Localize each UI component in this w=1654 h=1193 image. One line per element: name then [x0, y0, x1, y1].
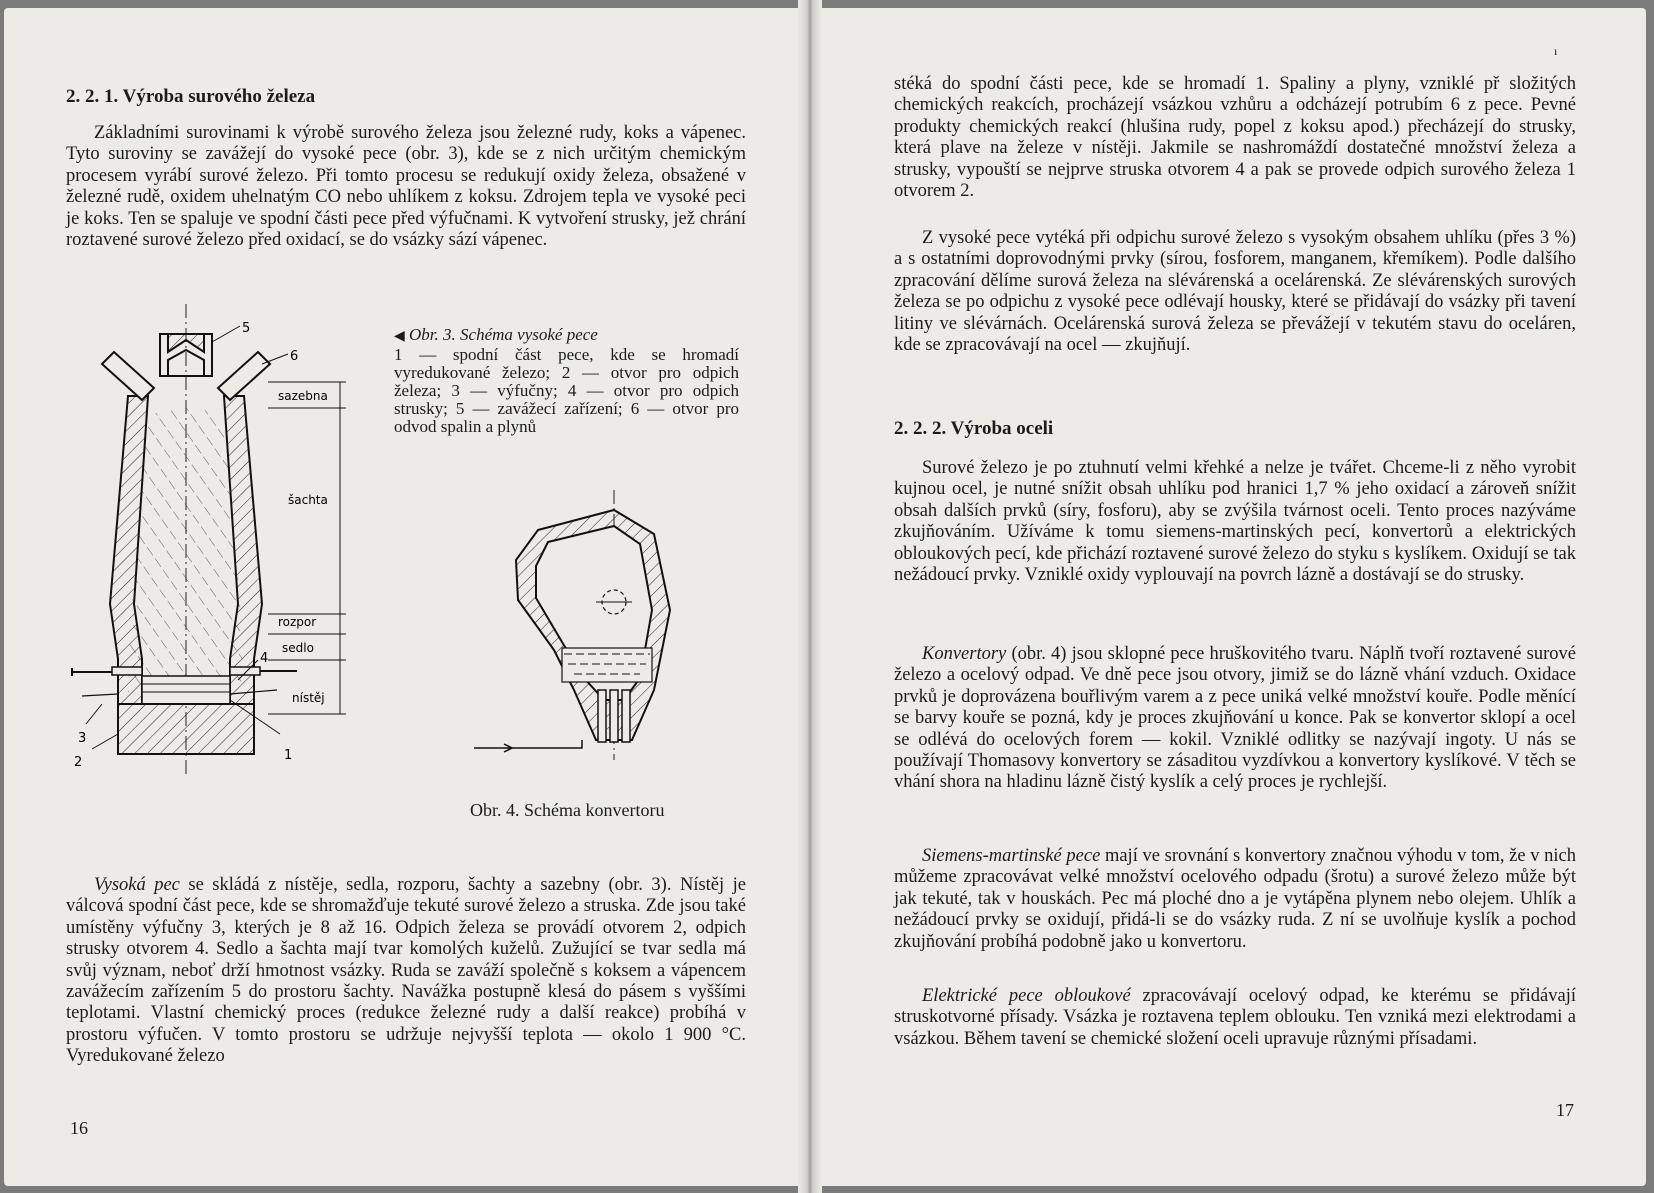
term-elektricke-pece: Elektrické pece obloukové [922, 986, 1131, 1006]
label-number-5: 5 [242, 321, 251, 336]
left-page [4, 8, 810, 1186]
term-siemens-martin: Siemens-martinské pece [922, 846, 1101, 866]
paragraph-electric-arc-text: zpracovávají ocelový odpad, ke kterému se přidávají struskotvorné přísady. Vsázka je roztavena teplem oblouku. Ten vzniká mezi elektrodami a vsázkou. Během tavení se chemické složení oceli upravuje různými přísadami. [894, 986, 1576, 1049]
hearth-bottom [118, 704, 254, 754]
section-heading-2-2-1: 2. 2. 1. Výroba surového železa [66, 86, 316, 107]
paragraph-converters-text: (obr. 4) jsou sklopné pece hruškovitého tvaru. Náplň tvoří roztavené surové železo a ocelový odpad. Ve dně pece jsou otvory, jimiž se do lázně vhání vzduch. Oxidace prvků je doprovázena bouřlivým varem a z pece uniká velké množství kouře. Podle měnící se barvy kouře se pozná, kdy je proces zkujňování u konce. Pak se konvertor sklopí a ocel se odlévá do ocelových forem — kokil. Vzniklé odlitky se nazývají ingoty. U nás se používají Thomasovy konvertory se zásaditou vyzdívkou a konvertory kyslíkové. V těch se vhání shora na hladinu lázně čistý kyslík a celý proces je rychlejší. [894, 644, 1576, 793]
furnace-charge [128, 408, 244, 694]
figure-3-caption: ◀ Obr. 3. Schéma vysoké pece 1 — spodní část pece, kde se hromadí vyredukované železo; 2 — otvor pro odpich železa; 3 — výfučny; 4 — otvor pro odpich strusky; 5 — zavážecí zařízení; 6 — otvor pro odvod spalin a plynů [394, 325, 739, 436]
label-number-4: 4 [260, 651, 269, 666]
paragraph-blast-furnace-text: se skládá z nístěje, sedla, rozporu, šachty a sazebny (obr. 3). Nístěj je válcová spodní část pece, kde se shromažďuje tekuté surové železo a struska. Zde jsou také umístěny výfučny 3, kterých je 8 až 16. Odpich železa se provádí otvorem 2, odpich strusky otvorem 4. Sedlo a šachta mají tvar komolých kuželů. Zužující se tvar sedla má svůj význam, neboť drží hmotnost vsázky. Ruda se zaváží společně s koksem a vápencem zavážecím zařízením 5 do prostoru šachty. Navážka postupně klesá do pásem s vyššími teplotami. Vlastní chemický proces (redukce železné rudy a další reakce) probíhá v prostoru výfučen. V tomto prostoru se udržuje nejvyšší teplota — okolo 1 900 °C. Vyredukované železo [66, 875, 747, 1067]
paragraph-raw-materials: Základními surovinami k výrobě surového železa jsou železné rudy, koks a vápenec. Tyto suroviny se zavážejí do vysoké pece (obr. 3), kde se z nich určitým chemickým procesem vyrábí surové železo. Při tomto procesu se redukují oxidy železa, obsažené v železné rudě, oxidem uhelnatým CO nebo uhlíkem z koksu. Zdrojem tepla ve vysoké peci je koks. Ten se spaluje ve spodní části pece před výfučnami. K vytvoření strusky, jež chrání roztavené surové železo před oxidací, se do vsázky sází vápenec. [66, 123, 746, 251]
label-number-3: 3 [78, 731, 87, 746]
paragraph-slag-and-gases: stéká do spodní části pece, kde se hromadí 1. Spaliny a plyny, vzniklé př složitých chemických reakcích, procházejí vsázkou vzhůru a odcházejí potrubím 6 z pece. Pevné produkty chemických reakcí (hlušina rudy, popel z koksu apod.) přecházejí do strusky, která plave na železe v nístěji. Jakmile se nashromáždí dostatečné množství železa a strusky, vypouští se nejprve struska otvorem 4 a pak se provede odpich surového železa 1 otvorem 2. [894, 74, 1576, 202]
converter-bath [562, 648, 652, 682]
paragraph-electric-arc [894, 986, 1576, 1050]
figure-4-caption: Obr. 4. Schéma konvertoru [470, 800, 665, 820]
label-nistej: nístěj [292, 691, 325, 705]
page-number-left: 16 [70, 1118, 88, 1138]
term-vysoka-pec: Vysoká pec [94, 875, 180, 895]
paragraph-converters [894, 644, 1576, 794]
page-number-right: 17 [1556, 1100, 1574, 1120]
term-konvertory: Konvertory [922, 644, 1007, 664]
gas-outlet-right [218, 352, 270, 400]
figure-3-title: Obr. 3. Schéma vysoké pece [409, 325, 598, 344]
paragraph-blast-furnace [66, 875, 746, 1068]
right-page [810, 8, 1646, 1186]
figure-3-legend: 1 — spodní část pece, kde se hromadí vyredukované železo; 2 — otvor pro odpich železa; 3 — výfučny; 4 — otvor pro odpich strusky; 5 — zavážecí zařízení; 6 — otvor pro odvod spalin a plynů [394, 345, 739, 436]
air-inlet-pipe [474, 740, 582, 748]
blast-furnace-diagram [62, 304, 362, 779]
label-sazebna: sazebna [278, 389, 328, 403]
tuyere-right [230, 667, 260, 675]
label-number-6: 6 [290, 349, 299, 364]
label-number-1: 1 [284, 748, 293, 763]
book-gutter [798, 0, 822, 1193]
molten-iron-bath [142, 676, 230, 704]
label-sachta: šachta [288, 493, 328, 507]
label-number-2: 2 [74, 755, 83, 770]
converter-diagram [464, 490, 694, 780]
label-rozpor: rozpor [278, 615, 317, 629]
paragraph-siemens-martin [894, 846, 1576, 953]
paragraph-steel-production: Surové železo je po ztuhnutí velmi křehké a nelze je tvářet. Chceme-li z něho vyrobit kujnou ocel, je nutné snížit obsah uhlíku pod hranici 1,7 % jeho oxidací a zároveň snížit obsah dalších prvků (síry, fosforu), aby se zvýšila tvárnost oceli. Tento proces nazýváme zkujňováním. Užíváme k tomu siemens-martinských pecí, konvertorů a elektrických obloukových pecí, kde přichází roztavené surové železo do styku s kyslíkem. Oxidují se tak nežádoucí prvky. Vzniklé oxidy vyplouvají na povrch lázně a dostávají se do strusky. [894, 458, 1576, 586]
gas-outlet-left [102, 352, 154, 400]
paragraph-siemens-martin-text: mají ve srovnání s konvertory značnou výhodu v tom, že v nich můžeme zpracovávat velké množství ocelového odpadu (šrotu) a surové železo může být jak tekuté, tak v houskách. Pec má ploché dno a je vytápěna plynem nebo olejem. Uhlík a nežádoucí prvky se oxidují, přidá-li se do vsázky ruda. Z ní se uvolňuje kyslík a pochod zkujňování probíhá podobně jako u konvertoru. [894, 846, 1576, 952]
corner-mark: ı [1554, 44, 1558, 58]
section-heading-2-2-2: 2. 2. 2. Výroba oceli [894, 418, 1054, 439]
label-sedlo: sedlo [282, 641, 314, 655]
paragraph-pig-iron-types: Z vysoké pece vytéká při odpichu surové železo s vysokým obsahem uhlíku (přes 3 %) a s ostatními doprovodnými prvky (sírou, fosforem, manganem, křemíkem). Podle dalšího zpracování dělíme surová železa na slévárenská a ocelárenská. Ze slévárenských surových železa se po odpichu z vysoké pece odlévají housky, které se přidávají do vsázky při tavení litiny ve slévárnách. Ocelárenská surová železa se převážejí v tekutém stavu do oceláren, kde se zpracovávají na ocel — zkujňují. [894, 228, 1576, 356]
